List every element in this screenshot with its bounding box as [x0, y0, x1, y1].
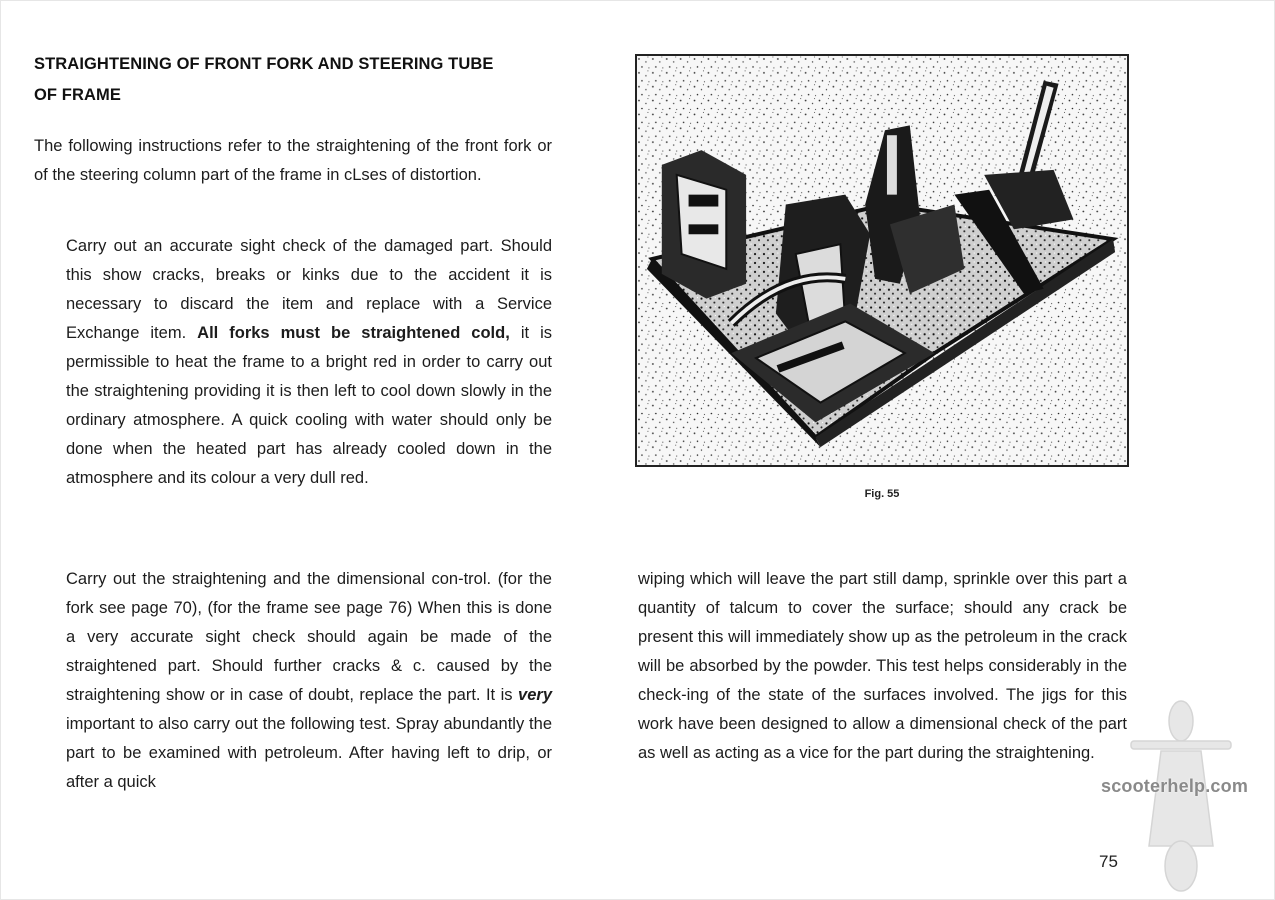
cold-straightening-warning: All forks must be straightened cold, [197, 324, 510, 342]
straightening-jig-photo [637, 56, 1127, 465]
sight-check-text-1: Carry out an accurate sight check of the damaged part. Should this show cracks, breaks or kinks due to the accident it is necessary to discard the item and replace with a Service Exchange item. [66, 237, 552, 342]
section-heading [34, 49, 574, 111]
fig-55-image [635, 54, 1129, 467]
straightening-text-2: important to also carry out the following test. Spray abundantly the part to be examined with petroleum. After having left to drip, or after a quick [66, 715, 552, 791]
watermark-text: scooterhelp.com [1101, 776, 1249, 796]
section-heading-line2: OF FRAME [34, 86, 121, 104]
sight-check-paragraph [66, 232, 552, 493]
intro-paragraph: The following instructions refer to the straightening of the front fork or of the steering column part of the frame in cLses of distortion. [34, 137, 552, 184]
talcum-test-paragraph: wiping which will leave the part still damp, sprinkle over this part a quantity of talcum to cover the surface; should any crack be present this will immediately show up as the petroleum in the crack will be absorbed by the powder. This test helps considerably in the check-ing of the state of the surfaces involved. The jigs for this work have been designed to allow a dimensional check of the part as well as acting as a vice for the part during the straightening. [638, 570, 1127, 762]
straightening-text-1: Carry out the straightening and the dimensional con-trol. (for the fork see page 70), (for the frame see page 76) When this is done a very accurate sight check should again be made of the straightened part. Should further cracks & c. caused by the straightening show or in case of doubt, replace the part. It is [66, 570, 552, 704]
section-heading-line1: STRAIGHTENING OF FRONT FORK AND STEERING TUBE [34, 55, 494, 73]
straightening-paragraph [66, 565, 552, 797]
emphasis-word: very [518, 686, 552, 704]
page-number: 75 [1099, 852, 1118, 871]
figure-caption: Fig. 55 [864, 488, 900, 500]
sight-check-text-2: it is permissible to heat the frame to a bright red in order to carry out the straightening providing it is then left to cool down slowly in the ordinary atmosphere. A quick cooling with water should only be done when the heated part has already cooled down in the atmosphere and its colour a very dull red. [66, 324, 552, 487]
